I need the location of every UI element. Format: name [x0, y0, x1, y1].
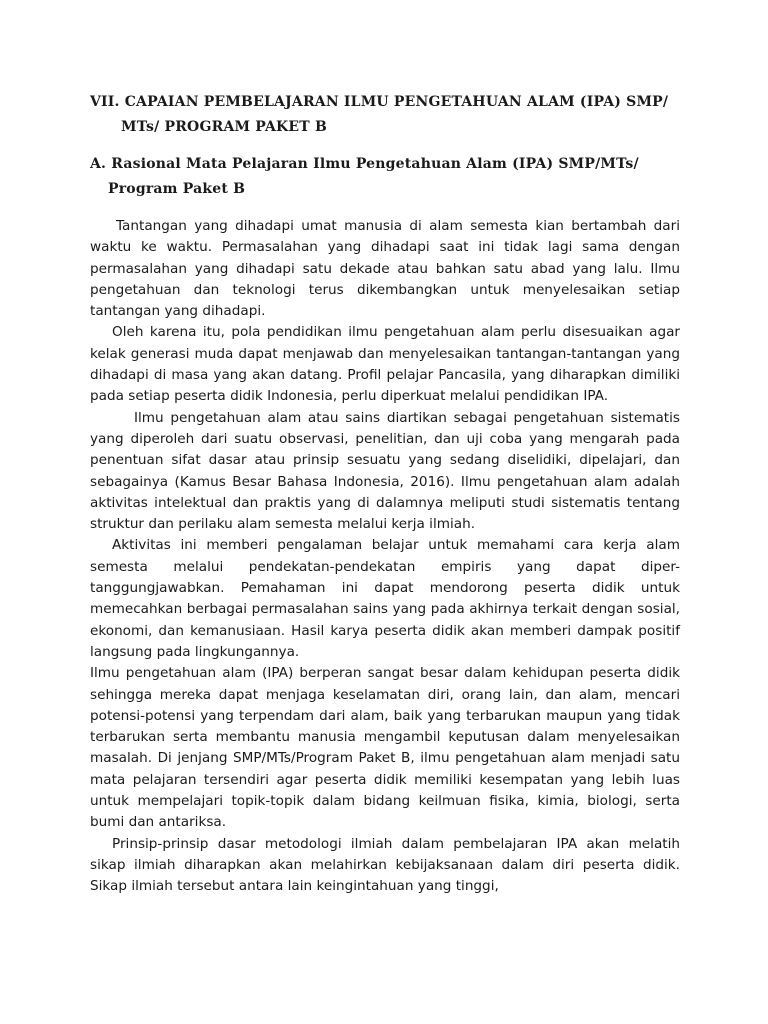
section-title-line2: MTs/ PROGRAM PAKET B — [121, 119, 328, 135]
paragraph: Aktivitas ini memberi pengalaman belajar untuk memahami cara kerja alam semesta melalui pendekatan-pendekatan empiris yang dapat diper-tanggungjawabkan. Pemahaman ini dapat mendorong peserta didik untuk memecahkan berbagai permasalahan sains yang pada akhirnya terkait dengan sosial, ekonomi, dan kemanusiaan. Hasil karya peserta didik akan memberi dampak positif langsung pada lingkungannya. — [90, 537, 680, 660]
subsection-title-line1: A. Rasional Mata Pelajaran Ilmu Pengetahuan Alam (IPA) SMP/MTs/ — [90, 156, 639, 172]
body-text — [90, 216, 680, 898]
subsection-title — [90, 152, 680, 202]
paragraph: Prinsip-prinsip dasar metodologi ilmiah dalam pembelajaran IPA akan melatih sikap ilmiah diharapkan akan melahirkan kebijaksanaan dalam diri peserta didik. Sikap ilmiah tersebut antara lain keingintahuan yang tinggi, — [90, 835, 680, 895]
paragraph: Ilmu pengetahuan alam atau sains diartikan sebagai pengetahuan sistematis yang diperoleh dari suatu observasi, penelitian, dan uji coba yang mengarah pada penentuan sifat dasar atau prinsip sesuatu yang sedang diselidiki, dipelajari, dan sebagainya (Kamus Besar Bahasa Indonesia, 2016). Ilmu pengetahuan alam adalah aktivitas intelektual dan praktis yang di dalamnya meliputi studi sistematis tentang struktur dan perilaku alam semesta melalui kerja ilmiah. — [90, 409, 680, 533]
section-title-line1: VII. CAPAIAN PEMBELAJARAN ILMU PENGETAHUAN ALAM (IPA) SMP/ — [90, 94, 669, 110]
section-title — [90, 90, 680, 140]
subsection-title-line2: Program Paket B — [108, 181, 246, 197]
paragraph: Oleh karena itu, pola pendidikan ilmu pengetahuan alam perlu disesuaikan agar kelak generasi muda dapat menjawab dan menyelesaikan tantangan-tantangan yang dihadapi di masa yang akan datang. Profil pelajar Pancasila, yang diharapkan dimiliki pada setiap peserta didik Indonesia, perlu diperkuat melalui pendidikan IPA. — [90, 324, 680, 405]
paragraph: Tantangan yang dihadapi umat manusia di alam semesta kian bertambah dari waktu ke waktu. Permasalahan yang dihadapi saat ini tidak lagi sama dengan permasalahan yang dihadapi satu dekade atau bahkan satu abad yang lalu. Ilmu pengetahuan dan teknologi terus dikembangkan untuk menyelesaikan setiap tantangan yang dihadapi. — [90, 218, 680, 320]
paragraph: Ilmu pengetahuan alam (IPA) berperan sangat besar dalam kehidupan peserta didik sehingga mereka dapat menjaga keselamatan diri, orang lain, dan alam, mencari potensi-potensi yang terpendam dari alam, baik yang terbarukan maupun yang tidak terbarukan serta membantu manusia mengambil keputusan dalam menyelesaikan masalah. Di jenjang SMP/MTs/Program Paket B, ilmu pengetahuan alam menjadi satu mata pelajaran tersendiri agar peserta didik memiliki kesempatan yang lebih luas untuk mempelajari topik-topik dalam bidang keilmuan fisika, kimia, biologi, serta bumi dan antariksa. — [90, 665, 680, 831]
